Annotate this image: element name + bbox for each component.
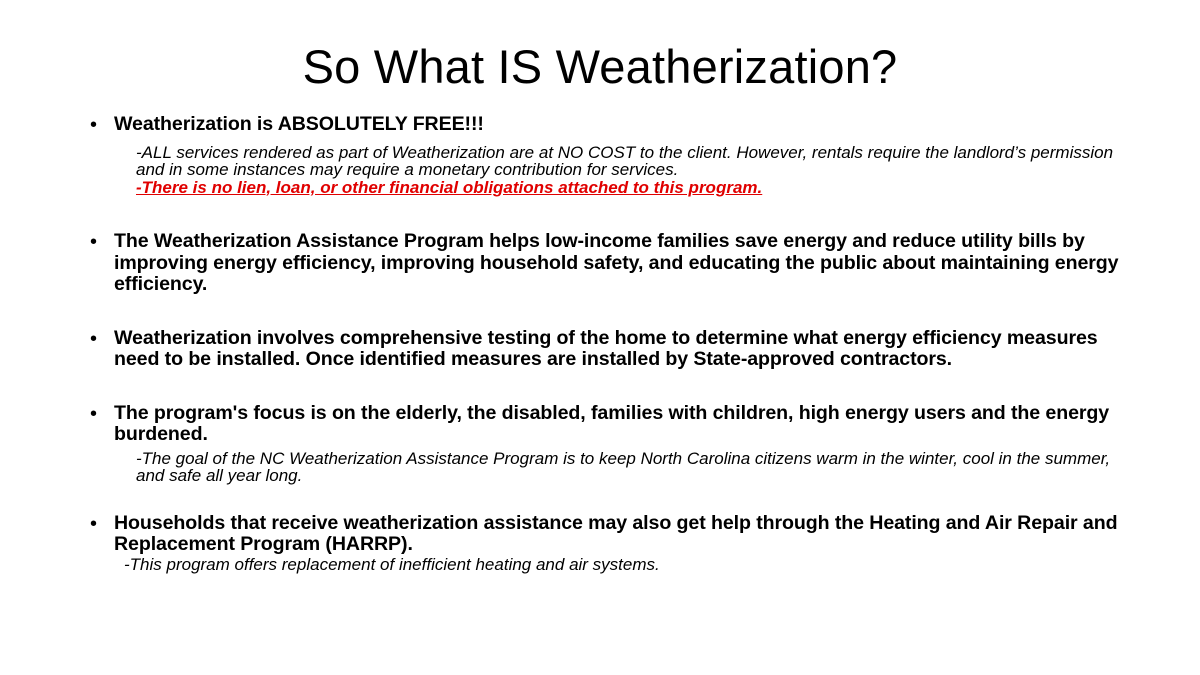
bullet-item [90,328,1120,371]
bullet-text: Weatherization involves comprehensive testing of the home to determine what energy efficiency measures need to be installed. Once identified measures are installed by State-approved contractors. [114,326,1098,370]
bullet-icon: • [90,327,98,350]
sub-block [114,556,1120,574]
bullet-text: Households that receive weatherization assistance may also get help through the Heating and Air Repair and Replacement Program (HARRP). [114,511,1118,555]
bullet-icon: • [90,402,98,425]
bullet-icon: • [90,114,98,136]
sub-block [114,450,1120,485]
sub-block [114,144,1120,197]
bullet-item [90,513,1120,574]
slide-title: So What IS Weatherization? [302,40,898,93]
bullet-icon: • [90,512,98,535]
bullet-item [90,231,1120,296]
bullet-item [90,403,1120,485]
bullet-text: The Weatherization Assistance Program helps low-income families save energy and reduce utility bills by improving energy efficiency, improving household safety, and educating the public about maintaining energy efficiency. [114,230,1119,295]
bullet-text: Weatherization is ABSOLUTELY FREE!!! [114,113,484,135]
sub-text: -This program offers replacement of inefficient heating and air systems. [124,554,660,574]
bullet-list [90,114,1120,573]
bullet-item [90,114,1120,196]
sub-text: -ALL services rendered as part of Weatherization are at NO COST to the client. However, rentals require the landlord’s permission and in some instances may require a monetary contribution for services. [136,142,1114,179]
sub-text: -The goal of the NC Weatherization Assistance Program is to keep North Carolina citizens warm in the winter, cool in the summer, and safe all year long. [136,448,1111,485]
bullet-icon: • [90,231,98,253]
bullet-text: The program's focus is on the elderly, the disabled, families with children, high energy users and the energy burdened. [114,401,1110,445]
sub-text-emphasis: -There is no lien, loan, or other financial obligations attached to this program. [136,177,763,197]
